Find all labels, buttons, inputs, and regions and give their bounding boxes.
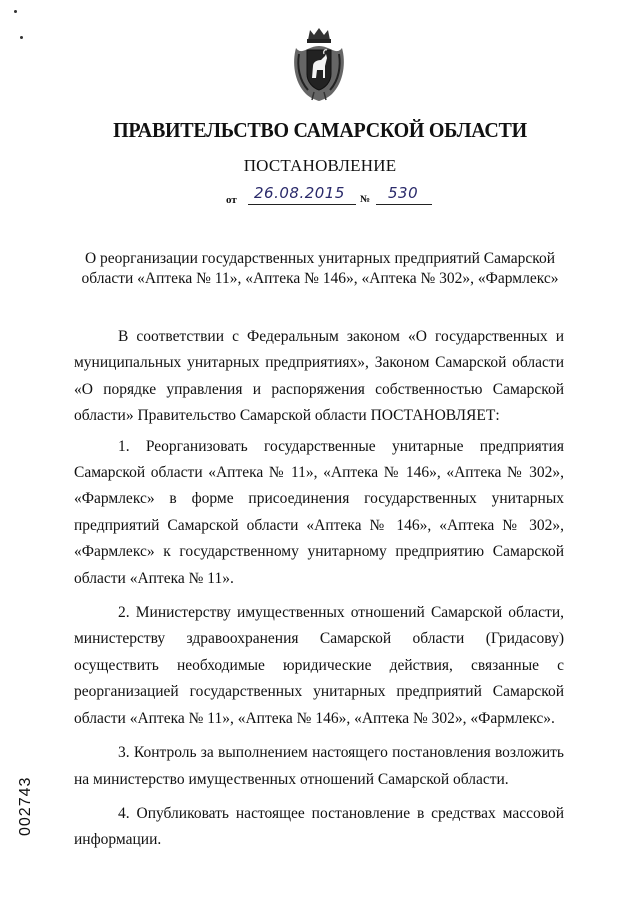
date-prefix: от	[226, 194, 237, 206]
dateline	[226, 184, 436, 210]
samara-coat-of-arms-icon	[290, 26, 348, 102]
government-title: ПРАВИТЕЛЬСТВО САМАРСКОЙ ОБЛАСТИ	[113, 118, 527, 142]
item-paragraph: 4. Опубликовать настоящее постановление в средствах массовой информации.	[74, 804, 564, 849]
registration-number: 002743	[17, 776, 34, 836]
document-body	[74, 324, 564, 862]
item-paragraph: 1. Реорганизовать государственные унитарные предприятия Самарской области «Аптека № 11», «Аптека № 146», «Аптека № 302», «Фармлекс» в форме присоединения государственных унитарных предприятий Самарской области «Аптека № 146», «Аптека № 302», «Фармлекс» к государственному унитарному предприятию Самарской области «Аптека № 11».	[74, 437, 564, 587]
date-field	[248, 184, 356, 205]
document-type: ПОСТАНОВЛЕНИЕ	[243, 156, 397, 175]
handwritten-date: 26.08.2015	[254, 184, 345, 202]
item-paragraph: 3. Контроль за выполнением настоящего постановления возложить на министерство имущественных отношений Самарской области.	[74, 744, 564, 788]
handwritten-number: 530	[388, 184, 419, 202]
scan-mark	[14, 10, 17, 13]
number-field	[376, 184, 432, 205]
document-subject: О реорганизации государственных унитарных предприятий Самарской области «Аптека № 11», «Аптека № 146», «Аптека № 302», «Фармлекс»	[81, 250, 559, 287]
preamble-paragraph: В соответствии с Федеральным законом «О государственных и муниципальных унитарных предприятиях», Законом Самарской области «О порядке управления и распоряжения собственностью Самарской области» Правительство Самарской области ПОСТАНОВЛЯЕТ:	[74, 328, 564, 425]
number-label: №	[360, 194, 371, 205]
item-paragraph: 2. Министерству имущественных отношений Самарской области, министерству здравоохранения Самарской области (Гридасову) осуществить необходимые юридические действия, связанные с реорганизацией государственных унитарных предприятий Самарской области «Аптека № 11», «Аптека № 146», «Аптека № 302», «Фармлекс».	[74, 604, 564, 727]
scan-mark	[20, 36, 23, 39]
